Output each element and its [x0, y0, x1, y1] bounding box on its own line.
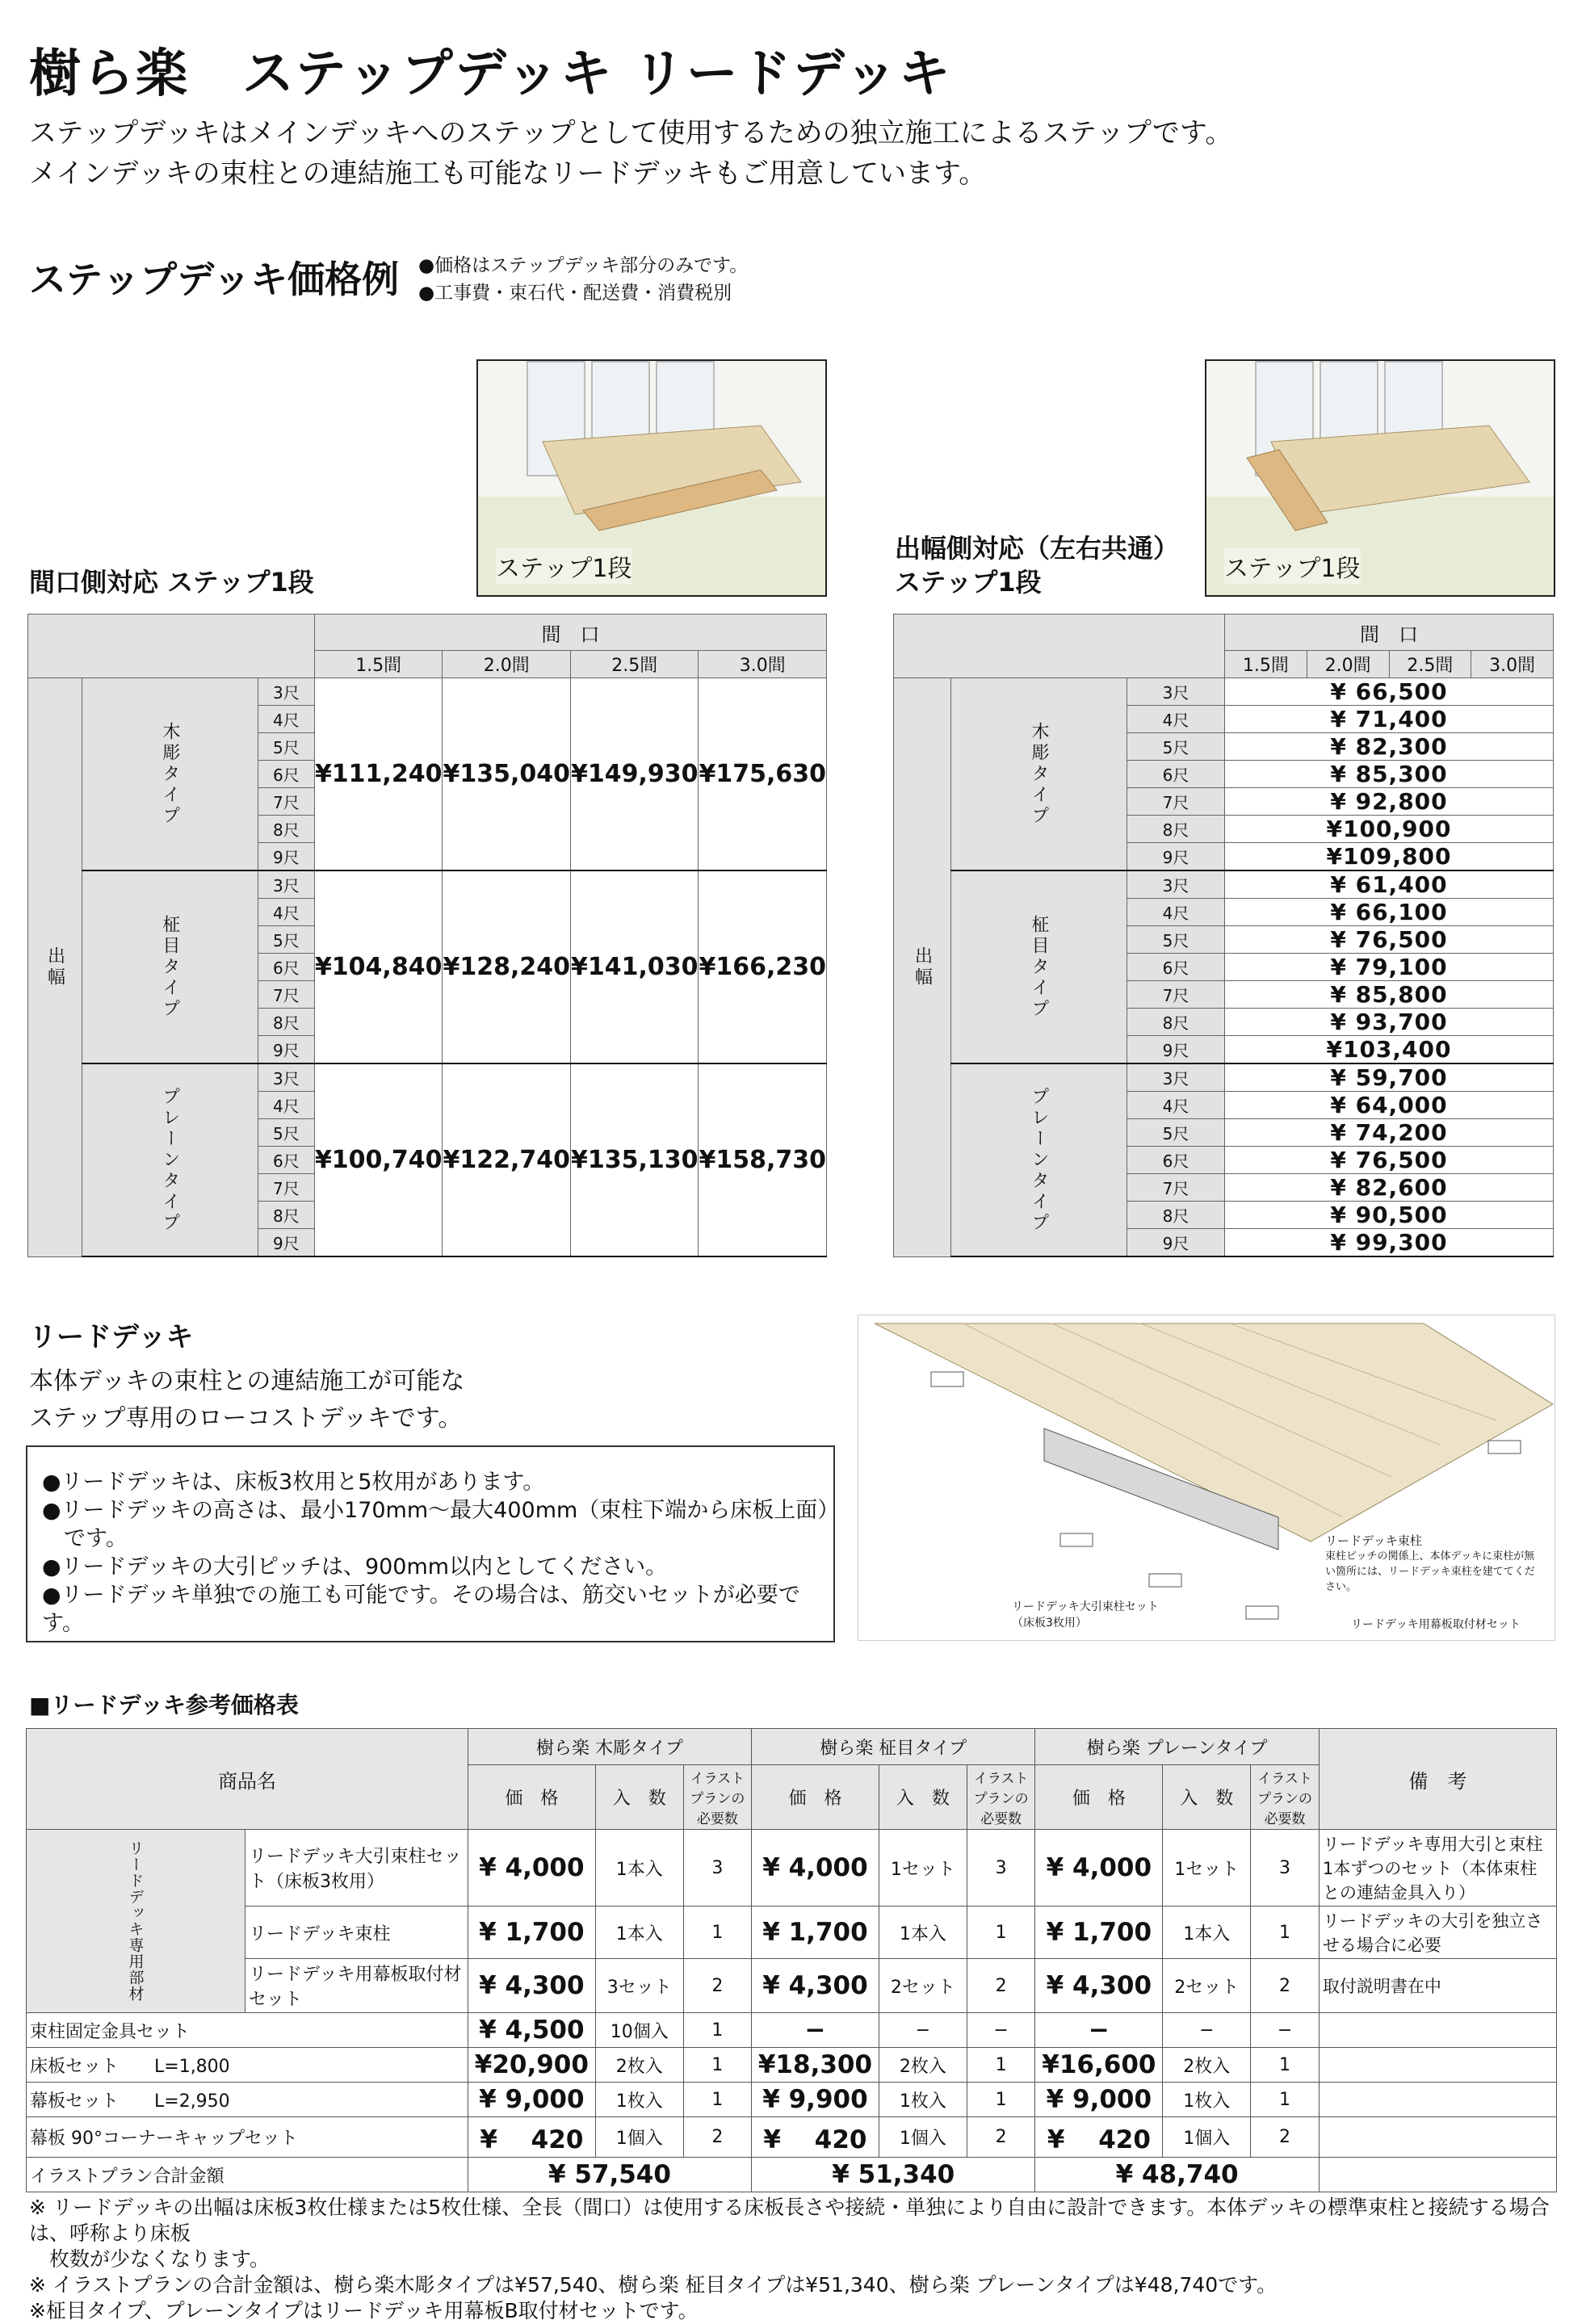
group-header: 樹ら楽 柾目タイプ	[752, 1729, 1035, 1765]
remarks	[1319, 2083, 1556, 2117]
quantity: 1個入	[595, 2117, 683, 2158]
required-count: 2	[967, 1959, 1035, 2013]
lead-deck-price-table	[26, 1728, 1557, 2192]
footnote: ※柾目タイプ、プレーンタイプはリードデッキ用幕板B取付材セットです。	[29, 2299, 699, 2322]
quantity: 10個入	[595, 2013, 683, 2048]
dehaba-label: 出幅	[894, 678, 951, 1257]
width-header: 2.5間	[1389, 651, 1471, 678]
width-header: 2.0間	[1307, 651, 1389, 678]
required-count: 2	[683, 2117, 751, 2158]
total-price: ¥ 51,340	[752, 2158, 1035, 2192]
price: ¥ 9,900	[752, 2083, 879, 2117]
price: ¥ 4,000	[752, 1830, 879, 1907]
caption-line: ステップ1段	[895, 567, 1042, 598]
required-count: −	[967, 2013, 1035, 2048]
quantity: 1枚入	[1163, 2083, 1251, 2117]
quantity: 1枚入	[595, 2083, 683, 2117]
product-name: リードデッキ束柱	[245, 1907, 468, 1959]
quantity: 1個入	[1163, 2117, 1251, 2158]
price-cell: ¥103,400	[1225, 1036, 1554, 1064]
type-label: 木彫タイプ	[951, 678, 1127, 871]
width-header: 3.0間	[1471, 651, 1554, 678]
step-illustration-front	[476, 359, 827, 597]
price: ¥ 4,000	[468, 1830, 595, 1907]
total-label: イラストプラン合計金額	[27, 2158, 468, 2192]
group-header: 樹ら楽 木彫タイプ	[468, 1729, 751, 1765]
note-1: リードデッキ束柱	[1325, 1533, 1422, 1548]
required-count: 2	[967, 2117, 1035, 2158]
price-cell: ¥ 61,400	[1225, 870, 1554, 899]
price-cell: ¥128,240	[443, 870, 571, 1063]
maguchi-header: 間 口	[314, 615, 826, 651]
quantity: 1本入	[595, 1907, 683, 1959]
size-cell: 6尺	[1127, 1147, 1225, 1174]
size-cell: 4尺	[258, 899, 314, 926]
size-cell: 9尺	[258, 843, 314, 871]
illustration-label: ステップ1段	[496, 548, 632, 584]
sub-header: 入 数	[879, 1765, 967, 1830]
required-count: 1	[1251, 2083, 1320, 2117]
required-count: 1	[967, 2083, 1035, 2117]
desc-line: 本体デッキの束柱との連結施工が可能な	[29, 1367, 465, 1395]
product-name: 幕板 90°コーナーキャップセット	[27, 2117, 468, 2158]
note-3: リードデッキ大引束柱セット（床板3枚用）	[1012, 1600, 1159, 1630]
bullet: ●リードデッキの大引ピッチは、900mm以内としてください。	[42, 1554, 668, 1579]
sub-header: 入 数	[1163, 1765, 1251, 1830]
size-cell: 7尺	[258, 981, 314, 1009]
price-cell: ¥122,740	[443, 1063, 571, 1256]
price: ¥ 9,000	[468, 2083, 595, 2117]
type-label: 柾目タイプ	[82, 870, 258, 1063]
price: ¥ 4,300	[752, 1959, 879, 2013]
size-cell: 6尺	[258, 954, 314, 981]
size-cell: 4尺	[1127, 899, 1225, 926]
price: ¥ 4,500	[468, 2013, 595, 2048]
quantity: 1本入	[1163, 1907, 1251, 1959]
size-cell: 5尺	[1127, 1119, 1225, 1147]
quantity: −	[879, 2013, 967, 2048]
price-cell: ¥ 76,500	[1225, 1147, 1554, 1174]
price-cell: ¥100,740	[314, 1063, 443, 1256]
page-title: 樹ら楽 ステップデッキ リードデッキ	[29, 44, 952, 104]
size-cell: 9尺	[258, 1229, 314, 1257]
dehaba-label: 出幅	[28, 678, 82, 1257]
price-cell: ¥109,800	[1225, 843, 1554, 871]
type-label: 柾目タイプ	[951, 870, 1127, 1063]
price-cell: ¥ 76,500	[1225, 926, 1554, 954]
price-cell: ¥ 79,100	[1225, 954, 1554, 981]
price-cell: ¥ 85,300	[1225, 761, 1554, 788]
right-table-caption	[895, 531, 1179, 599]
quantity: 3セット	[595, 1959, 683, 2013]
product-name: リードデッキ大引束柱セット（床板3枚用）	[245, 1830, 468, 1907]
required-count: 2	[683, 1959, 751, 2013]
side-label: リードデッキ専用部材	[27, 1830, 245, 2013]
size-cell: 4尺	[1127, 706, 1225, 733]
quantity: 1セット	[879, 1830, 967, 1907]
size-cell: 9尺	[1127, 1036, 1225, 1064]
sub-header: イラストプランの必要数	[683, 1765, 751, 1830]
price-cell: ¥166,230	[699, 870, 827, 1063]
type-label: プレーンタイプ	[951, 1063, 1127, 1256]
sub-header: 価 格	[1035, 1765, 1163, 1830]
width-header: 2.0間	[443, 651, 571, 678]
size-cell: 5尺	[258, 1119, 314, 1147]
size-cell: 8尺	[258, 1202, 314, 1229]
size-cell: 7尺	[1127, 1174, 1225, 1202]
price-cell: ¥ 85,800	[1225, 981, 1554, 1009]
price: ¥ 1,700	[468, 1907, 595, 1959]
illustration-label: ステップ1段	[1224, 548, 1361, 584]
size-cell: 7尺	[1127, 788, 1225, 816]
size-cell: 9尺	[258, 1036, 314, 1064]
size-cell: 6尺	[258, 1147, 314, 1174]
price-cell: ¥ 99,300	[1225, 1229, 1554, 1257]
price-cell: ¥ 82,300	[1225, 733, 1554, 761]
quantity: 1本入	[879, 1907, 967, 1959]
required-count: 1	[683, 1907, 751, 1959]
size-cell: 8尺	[258, 816, 314, 843]
lead-deck-desc	[29, 1363, 464, 1437]
remarks-col-header: 備 考	[1319, 1729, 1556, 1830]
price-cell: ¥ 66,500	[1225, 678, 1554, 706]
lead-line-2: メインデッキの束柱との連結施工も可能なリードデッキもご用意しています。	[29, 157, 987, 190]
ref-table-heading: ■リードデッキ参考価格表	[29, 1692, 299, 1718]
width-header: 3.0間	[699, 651, 827, 678]
footnotes	[29, 2195, 1586, 2324]
price: ¥ 4,300	[468, 1959, 595, 2013]
price-cell: ¥104,840	[314, 870, 443, 1063]
maguchi-header: 間 口	[1225, 615, 1554, 651]
product-col-header: 商品名	[27, 1729, 468, 1830]
size-cell: 7尺	[258, 1174, 314, 1202]
lead-deck-heading: リードデッキ	[29, 1321, 194, 1353]
remarks: リードデッキの大引を独立させる場合に必要	[1319, 1907, 1556, 1959]
footnote: ※ リードデッキの出幅は床板3枚仕様または5枚仕様、全長（間口）は使用する床板長さや接続・単独により自由に設計できます。本体デッキの標準束柱と接続する場合は、呼称より床板	[29, 2196, 1550, 2245]
remarks	[1319, 2048, 1556, 2083]
price: ¥ 1,700	[1035, 1907, 1163, 1959]
footnote: ※ イラストプランの合計金額は、樹ら楽木彫タイプは¥57,540、樹ら楽 柾目タイプは¥51,340、樹ら楽 プレーンタイプは¥48,740です。	[29, 2273, 1278, 2297]
size-cell: 8尺	[1127, 1202, 1225, 1229]
size-cell: 9尺	[1127, 843, 1225, 871]
sub-header: 入 数	[595, 1765, 683, 1830]
price-cell: ¥ 93,700	[1225, 1009, 1554, 1036]
price: ¥16,600	[1035, 2048, 1163, 2083]
size-cell: 6尺	[1127, 761, 1225, 788]
width-header: 1.5間	[1225, 651, 1307, 678]
price-cell: ¥135,040	[443, 678, 571, 871]
note-4: リードデッキ用幕板取付材セット	[1351, 1618, 1521, 1631]
quantity: 2セット	[879, 1959, 967, 2013]
quantity: 2枚入	[595, 2048, 683, 2083]
price: ¥18,300	[752, 2048, 879, 2083]
product-name: 束柱固定金具セット	[27, 2013, 468, 2048]
size-cell: 4尺	[258, 1092, 314, 1119]
required-count: 1	[967, 2048, 1035, 2083]
price: ¥ 1,700	[752, 1907, 879, 1959]
bullet: です。	[42, 1526, 128, 1551]
price: −	[1035, 2013, 1163, 2048]
group-header: 樹ら楽 プレーンタイプ	[1035, 1729, 1319, 1765]
diagram-note	[1325, 1533, 1543, 1595]
width-header: 2.5間	[570, 651, 699, 678]
required-count: 1	[683, 2013, 751, 2048]
caption-line: 出幅側対応（左右共通）	[895, 533, 1180, 564]
price-example-heading: ステップデッキ価格例	[29, 258, 400, 301]
step-price-table-side	[893, 614, 1554, 1257]
price-note: ●価格はステップデッキ部分のみです。	[418, 255, 749, 276]
sub-header: イラストプランの必要数	[1251, 1765, 1320, 1830]
type-label: 木彫タイプ	[82, 678, 258, 871]
required-count: 3	[967, 1830, 1035, 1907]
required-count: 1	[683, 2083, 751, 2117]
price: ¥20,900	[468, 2048, 595, 2083]
quantity: 2枚入	[879, 2048, 967, 2083]
left-table-caption: 間口側対応 ステップ1段	[29, 567, 314, 598]
price-cell: ¥158,730	[699, 1063, 827, 1256]
size-cell: 3尺	[258, 678, 314, 706]
step-price-table-front	[27, 614, 827, 1257]
size-cell: 3尺	[1127, 678, 1225, 706]
bullet: ●リードデッキの高さは、最小170mm〜最大400mm（束柱下端から床板上面）	[42, 1498, 840, 1523]
quantity: 1枚入	[879, 2083, 967, 2117]
product-name: 床板セット L=1,800	[27, 2048, 468, 2083]
price-cell: ¥100,900	[1225, 816, 1554, 843]
size-cell: 5尺	[258, 926, 314, 954]
size-cell: 5尺	[1127, 926, 1225, 954]
size-cell: 3尺	[258, 870, 314, 899]
product-name: リードデッキ用幕板取付材セット	[245, 1959, 468, 2013]
quantity: 2セット	[1163, 1959, 1251, 2013]
price: ¥ 9,000	[1035, 2083, 1163, 2117]
price-cell: ¥135,130	[570, 1063, 699, 1256]
size-cell: 9尺	[1127, 1229, 1225, 1257]
lead-text	[29, 113, 1232, 194]
quantity: 1本入	[595, 1830, 683, 1907]
type-label: プレーンタイプ	[82, 1063, 258, 1256]
size-cell: 8尺	[1127, 816, 1225, 843]
lead-line-1: ステップデッキはメインデッキへのステップとして使用するための独立施工によるステップです。	[29, 117, 1233, 149]
price-cell: ¥ 92,800	[1225, 788, 1554, 816]
remarks	[1319, 2013, 1556, 2048]
size-cell: 4尺	[258, 706, 314, 733]
price: ¥ 4,300	[1035, 1959, 1163, 2013]
size-cell: 5尺	[1127, 733, 1225, 761]
quantity: −	[1163, 2013, 1251, 2048]
remarks-empty	[1319, 2158, 1556, 2192]
bullet: ●リードデッキ単独での施工も可能です。その場合は、筋交いセットが必要です。	[42, 1583, 800, 1636]
price-notes	[418, 252, 748, 307]
price-cell: ¥ 64,000	[1225, 1092, 1554, 1119]
sub-header: イラストプランの必要数	[967, 1765, 1035, 1830]
price-cell: ¥141,030	[570, 870, 699, 1063]
quantity: 1個入	[879, 2117, 967, 2158]
required-count: 2	[1251, 1959, 1320, 2013]
price-cell: ¥ 66,100	[1225, 899, 1554, 926]
required-count: 3	[683, 1830, 751, 1907]
size-cell: 5尺	[258, 733, 314, 761]
remarks: 取付説明書在中	[1319, 1959, 1556, 2013]
lead-deck-diagram	[858, 1315, 1555, 1641]
sub-header: 価 格	[468, 1765, 595, 1830]
size-cell: 7尺	[1127, 981, 1225, 1009]
size-cell: 3尺	[258, 1063, 314, 1092]
sub-header: 価 格	[752, 1765, 879, 1830]
footnote: 枚数が少なくなります。	[29, 2247, 271, 2271]
price-cell: ¥ 90,500	[1225, 1202, 1554, 1229]
price: ¥ 4,000	[1035, 1830, 1163, 1907]
remarks	[1319, 2117, 1556, 2158]
required-count: 2	[1251, 2117, 1320, 2158]
size-cell: 8尺	[1127, 1009, 1225, 1036]
remarks: リードデッキ専用大引と束柱1本ずつのセット（本体束柱との連結金具入り）	[1319, 1830, 1556, 1907]
lead-deck-bullets	[26, 1445, 840, 1642]
step-illustration-side	[1205, 359, 1555, 597]
size-cell: 4尺	[1127, 1092, 1225, 1119]
size-cell: 6尺	[258, 761, 314, 788]
required-count: 1	[967, 1907, 1035, 1959]
size-cell: 7尺	[258, 788, 314, 816]
price: ¥ 420	[1035, 2117, 1163, 2158]
price: −	[752, 2013, 879, 2048]
size-cell: 3尺	[1127, 870, 1225, 899]
width-header: 1.5間	[314, 651, 443, 678]
price-cell: ¥ 82,600	[1225, 1174, 1554, 1202]
quantity: 2枚入	[1163, 2048, 1251, 2083]
required-count: 1	[683, 2048, 751, 2083]
desc-line: ステップ専用のローコストデッキです。	[29, 1404, 463, 1433]
bullet: ●リードデッキは、床板3枚用と5枚用があります。	[42, 1470, 545, 1495]
price-cell: ¥ 59,700	[1225, 1063, 1554, 1092]
size-cell: 3尺	[1127, 1063, 1225, 1092]
size-cell: 6尺	[1127, 954, 1225, 981]
price: ¥ 420	[752, 2117, 879, 2158]
price-cell: ¥ 71,400	[1225, 706, 1554, 733]
total-price: ¥ 57,540	[468, 2158, 751, 2192]
total-price: ¥ 48,740	[1035, 2158, 1319, 2192]
price-cell: ¥ 74,200	[1225, 1119, 1554, 1147]
price: ¥ 420	[468, 2117, 595, 2158]
required-count: −	[1251, 2013, 1320, 2048]
price-cell: ¥111,240	[314, 678, 443, 871]
required-count: 1	[1251, 2048, 1320, 2083]
price-cell: ¥149,930	[570, 678, 699, 871]
required-count: 3	[1251, 1830, 1320, 1907]
price-cell: ¥175,630	[699, 678, 827, 871]
size-cell: 8尺	[258, 1009, 314, 1036]
required-count: 1	[1251, 1907, 1320, 1959]
note-2: 束柱ピッチの関係上、本体デッキに束柱が無い箇所には、リードデッキ束柱を建ててください。	[1325, 1550, 1535, 1593]
price-note: ●工事費・束石代・配送費・消費税別	[418, 283, 732, 304]
quantity: 1セット	[1163, 1830, 1251, 1907]
product-name: 幕板セット L=2,950	[27, 2083, 468, 2117]
